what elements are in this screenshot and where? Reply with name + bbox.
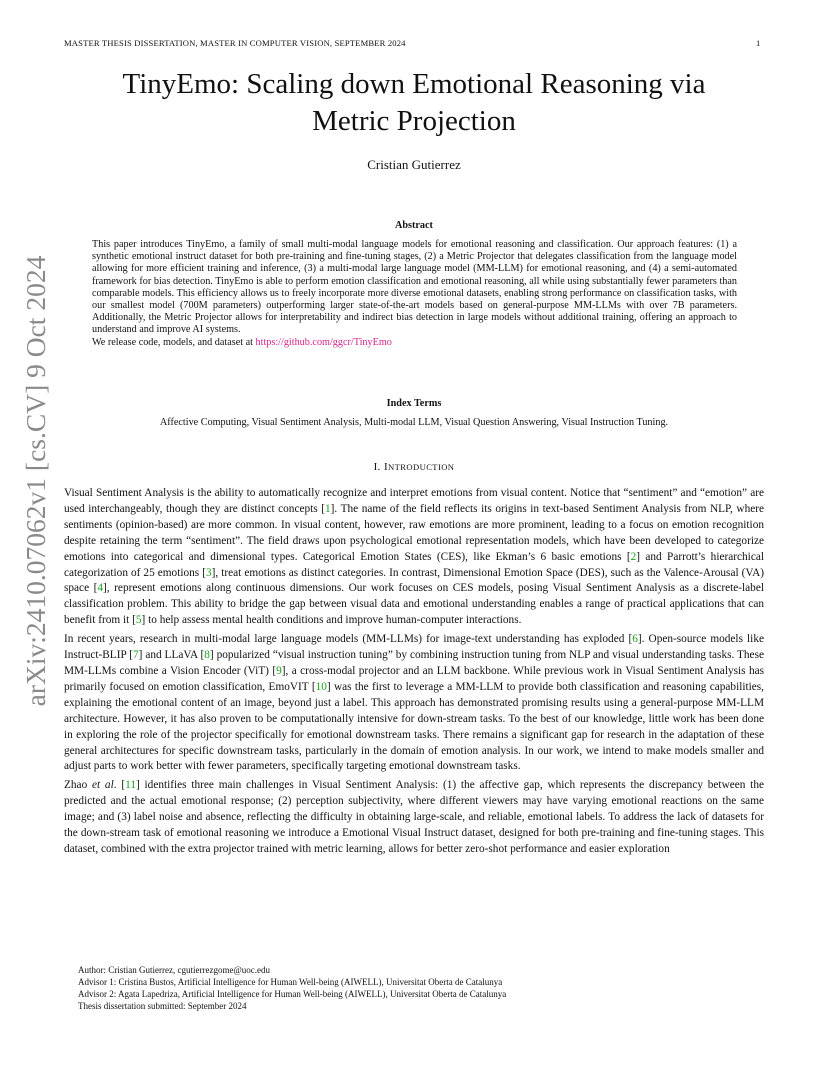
citation-link[interactable]: 1 — [325, 502, 331, 515]
citation-link[interactable]: 9 — [276, 664, 282, 677]
index-terms-heading: Index Terms — [386, 398, 442, 409]
arxiv-stamp — [14, 255, 58, 707]
italic-text: et al — [92, 779, 114, 792]
citation-link[interactable]: 8 — [204, 649, 210, 662]
github-link[interactable]: https://github.com/ggcr/TinyEmo — [255, 336, 392, 348]
body-text: Zhao — [64, 779, 92, 792]
paragraph — [64, 486, 764, 629]
citation-link[interactable]: 2 — [630, 550, 637, 563]
index-terms: Affective Computing, Visual Sentiment Analysis, Multi-modal LLM, Visual Question Answering, Visual Instruction Tuning. — [159, 417, 669, 428]
citation-link[interactable]: 3 — [205, 566, 212, 579]
release-prefix: We release code, models, and dataset at — [92, 336, 256, 348]
citation-link[interactable]: 4 — [97, 582, 104, 595]
body-text: In recent years, research in multi-modal large language models (MM-LLMs) for image-text understanding has exploded [ — [64, 633, 633, 646]
section-number: I. — [373, 461, 381, 473]
paper-title-line-2: Metric Projection — [312, 105, 516, 137]
citation-link[interactable]: 11 — [125, 779, 136, 792]
intro-body — [64, 486, 764, 861]
section-heading — [64, 461, 764, 473]
running-head: MASTER THESIS DISSERTATION, MASTER IN COMPUTER VISION, SEPTEMBER 2024 — [64, 38, 406, 48]
body-text: . [ — [113, 779, 126, 792]
body-text: ] and Parrott’s hierarchical categorization of 25 emotions [ — [64, 550, 764, 579]
abstract-heading: Abstract — [395, 220, 433, 231]
paragraph — [64, 632, 764, 775]
page-number: 1 — [756, 38, 761, 48]
footnote-submission: Thesis dissertation submitted: September 2024 — [78, 1001, 247, 1012]
arxiv-stamp-text: arXiv:2410.07062v1 [cs.CV] 9 Oct 2024 — [20, 255, 51, 707]
body-text: ] was the first to leverage a MM-LLM to provide both classification and reasoning capabilities, explaining the emotional content of an image, beyond just a label. This approach has demonstrated promising results using a general-purpose MM-LLM architecture. However, it has also proven to be computationally intensive for down-stream tasks. To the best of our knowledge, little work has been done in exploring the role of the projector specifically for emotional downstream tasks. There remains a significant gap for research in the adaptation of these general architectures for specific downstream tasks, particularly in the domain of emotion analysis. In our work, we intend to make models smaller and adjust parts to work better with fewer parameters, specifically targeting emotional downstream tasks. — [64, 680, 764, 773]
paper-title-line-1: TinyEmo: Scaling down Emotional Reasoning via — [122, 68, 706, 100]
author-name: Cristian Gutierrez — [367, 157, 461, 172]
body-text: ], treat emotions as distinct categories. In contrast, Dimensional Emotion Space (DES), such as the Valence-Arousal (VA) space [ — [64, 566, 764, 595]
paragraph — [64, 778, 764, 858]
body-text: ]. The name of the field reflects its origins in text-based Sentiment Analysis from NLP, where sentiments (opinion-based) are more common. In visual content, however, raw emotions are more prominent, leading to a focus on emotion recognition despite retaining the term “sentiment”. The field draws upon psychological emotional representation models, which have been developed to categorize emotions into categorical and dimensional types. Categorical Emotion States (CES), like Ekman’s 6 basic emotions [ — [64, 502, 765, 563]
release-line — [92, 337, 737, 349]
body-text: ] and LLaVA [ — [138, 649, 205, 662]
body-text: Visual Sentiment Analysis is the ability to automatically recognize and interpret emotions from visual content. Notice that “sentiment” and “emotion” are used interchangeably, though they are distinct concepts [ — [64, 487, 764, 515]
footnote-advisor-1: Advisor 1: Cristina Bustos, Artificial Intelligence for Human Well-being (AIWELL), Universitat Oberta de Catalunya — [78, 977, 503, 988]
footnotes — [78, 964, 758, 1012]
body-text: ] to help assess mental health conditions and improve human-computer interactions. — [141, 614, 522, 627]
citation-link[interactable]: 5 — [135, 614, 142, 627]
footnote-advisor-2: Advisor 2: Agata Lapedriza, Artificial Intelligence for Human Well-being (AIWELL), Universitat Oberta de Catalunya — [78, 989, 507, 1000]
paper-title — [64, 66, 764, 140]
footnote-author: Author: Cristian Gutierrez, cgutierrezgome@uoc.edu — [78, 965, 270, 975]
abstract-text: This paper introduces TinyEmo, a family of small multi-modal language models for emotional reasoning and classification. Our approach features: (1) a synthetic emotional instruct dataset for both pre-training and fine-tuning stages, (2) a Metric Projector that delegates classification from the language model allowing for more efficient training and inference, (3) a multi-modal large language model (MM-LLM) for emotional reasoning, and (4) a semi-automated framework for bias detection. TinyEmo is able to perform emotion classification and emotional reasoning, all while using substantially fewer parameters than comparable models. This efficiency allows us to freely incorporate more diverse emotional datasets, enabling strong performance on classification tasks, with our smallest model (700M parameters) outperforming larger state-of-the-art models based on general-purpose MM-LLMs with over 7B parameters. Additionally, the Metric Projector allows for interpretability and indirect bias detection in large models without additional training, offering an approach to understand and improve AI systems. — [92, 239, 737, 336]
citation-link[interactable]: 7 — [133, 649, 139, 662]
abstract-body — [92, 239, 737, 349]
citation-link[interactable]: 10 — [315, 680, 327, 693]
body-text: ], represent emotions along continuous dimensions. Our work focuses on CES models, posing Visual Sentiment Analysis as a discrete-label classification problem. This ability to bridge the gap between visual data and emotional understanding enables a range of practical applications that can benefit from it [ — [64, 582, 764, 627]
section-title: INTRODUCTION — [383, 461, 455, 473]
body-text: ], a cross-modal projector and an LLM backbone. While previous work in Visual Sentiment Analysis has primarily focused on emotion classification, EmoVIT [ — [64, 664, 765, 693]
body-text: ]. Open-source models like Instruct-BLIP [ — [64, 633, 764, 662]
body-text: ] popularized “visual instruction tuning” by combining instruction tuning from NLP and visual understanding tasks. These MM-LLMs combine a Vision Encoder (ViT) [ — [64, 649, 764, 677]
citation-link[interactable]: 6 — [632, 633, 638, 646]
body-text: ] identifies three main challenges in Visual Sentiment Analysis: (1) the affective gap, which represents the discrepancy between the predicted and the actual emotional response; (2) perception subjectivity, where different viewers may have varying emotional reactions on the same image; and (3) label noise and absence, reflecting the difficulty in obtaining large-scale, and reliable, emotional labels. To address the lack of datasets for the down-stream task of emotional reasoning we introduce a Emotional Visual Instruct dataset, designed for both pre-training and fine-tuning stages. This dataset, combined with the extra projector trained with metric learning, allows for better zero-shot performance and easier exploration — [64, 779, 764, 855]
